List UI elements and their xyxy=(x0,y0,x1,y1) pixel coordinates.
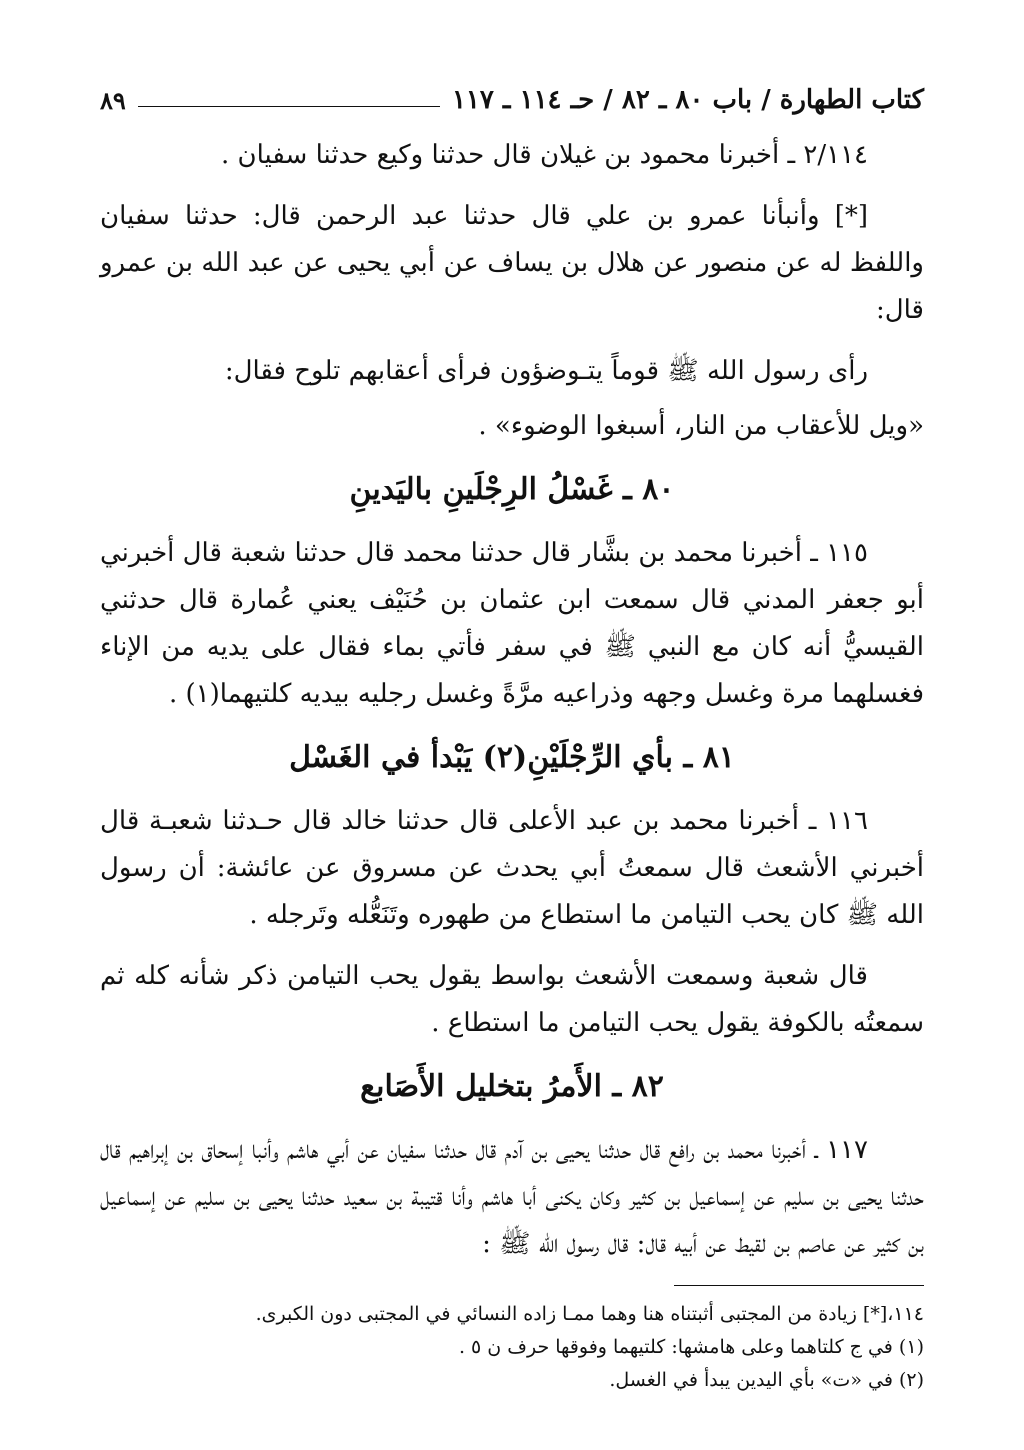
hadith-114-addition: [*] وأنبأنا عمرو بن علي قال حدثنا عبد الرحمن قال: حدثنا سفيان واللفظ له عن منصور عن هلال بن يساف عن أبي يحيى عن عبد الله بن عمرو قال: xyxy=(100,201,924,325)
hadith-114-quote: «ويل للأعقاب من النار، أسبغوا الوضوء» . xyxy=(478,411,924,441)
hadith-116-note: قال شعبة وسمعت الأشعث بواسط يقول يحب التيامن ذكر شأنه كله ثم سمعتُه بالكوفة يقول يحب التيامن ما استطاع . xyxy=(100,961,924,1038)
footnote-2: (٢) في «ت» بأي اليدين يبدأ في الغسل. xyxy=(609,1369,924,1391)
hadith-114-2: ٢/١١٤ ـ أخبرنا محمود بن غيلان قال حدثنا وكيع حدثنا سفيان . xyxy=(221,140,868,170)
running-header xyxy=(100,80,924,120)
chapter-81-heading: ٨١ ـ بأي الرِّجْلَيْنِ(٢) يَبْدأ في الغَسْل xyxy=(289,740,735,775)
hadith-117: ١١٧ ـ أخبرنا محمد بن رافع قال حدثنا يحيى بن آدم قال حدثنا سفيان عن أبي هاشم وأنبا إسحاق بن إبراهيم قال حدثنا يحيى بن سليم عن إسماعيل بن كثير وكان يكنى أبا هاشم وأنا قتيبة بن سعيد حدثنا يحيى بن سليم عن إسماعيل بن كثير عن عاصم بن لقيط عن أبيه قال: قال رسول الله ﷺ : xyxy=(100,1135,924,1259)
page-number: ٨٩ xyxy=(100,85,126,115)
footnotes xyxy=(100,1285,924,1397)
header-rule xyxy=(138,106,440,107)
footnote-114: ١١٤،[*] زيادة من المجتبى أثبتناه هنا وهما ممـا زاده النسائي في المجتبى دون الكبرى. xyxy=(255,1303,924,1325)
footnote-rule xyxy=(674,1285,924,1286)
footnote-1: (١) في ج كلتاهما وعلى هامشها: كلتيهما وفوقها حرف ن ٥ . xyxy=(458,1336,924,1358)
hadith-116: ١١٦ ـ أخبرنا محمد بن عبد الأعلى قال حدثنا خالد قال حـدثنا شعبـة قال أخبرني الأشعث قال سمعتُ أبي يحدث عن مسروق عن عائشة: أن رسول الله ﷺ كان يحب التيامن ما استطاع من طهوره وتَنَعُّله وتَرجله . xyxy=(100,806,924,930)
hadith-114-matn: رأى رسول الله ﷺ قوماً يتـوضؤون فرأى أعقابهم تلوح فقال: xyxy=(224,356,868,386)
chapter-80-heading: ٨٠ ـ غَسْلُ الرِجْلَينِ باليَدينِ xyxy=(349,472,675,507)
hadith-115: ١١٥ ـ أخبرنا محمد بن بشَّار قال حدثنا محمد قال حدثنا شعبة قال أخبرني أبو جعفر المدني قال سمعت ابن عثمان بن حُنَيْف يعني عُمارة قال حدثني القيسيُّ أنه كان مع النبي ﷺ في سفر فأتي بماء فقال على يديه من الإناء فغسلهما مرة وغسل وجهه وذراعيه مرَّةً وغسل رجليه بيديه كلتيهما(١) . xyxy=(99,538,924,709)
main-text xyxy=(100,132,924,1282)
chapter-82-heading: ٨٢ ـ الأَمرُ بتخليل الأَصَابع xyxy=(360,1069,664,1104)
header-title: كتاب الطهارة / باب ٨٠ ـ ٨٢ / حـ ١١٤ ـ ١١٧ xyxy=(451,85,924,115)
